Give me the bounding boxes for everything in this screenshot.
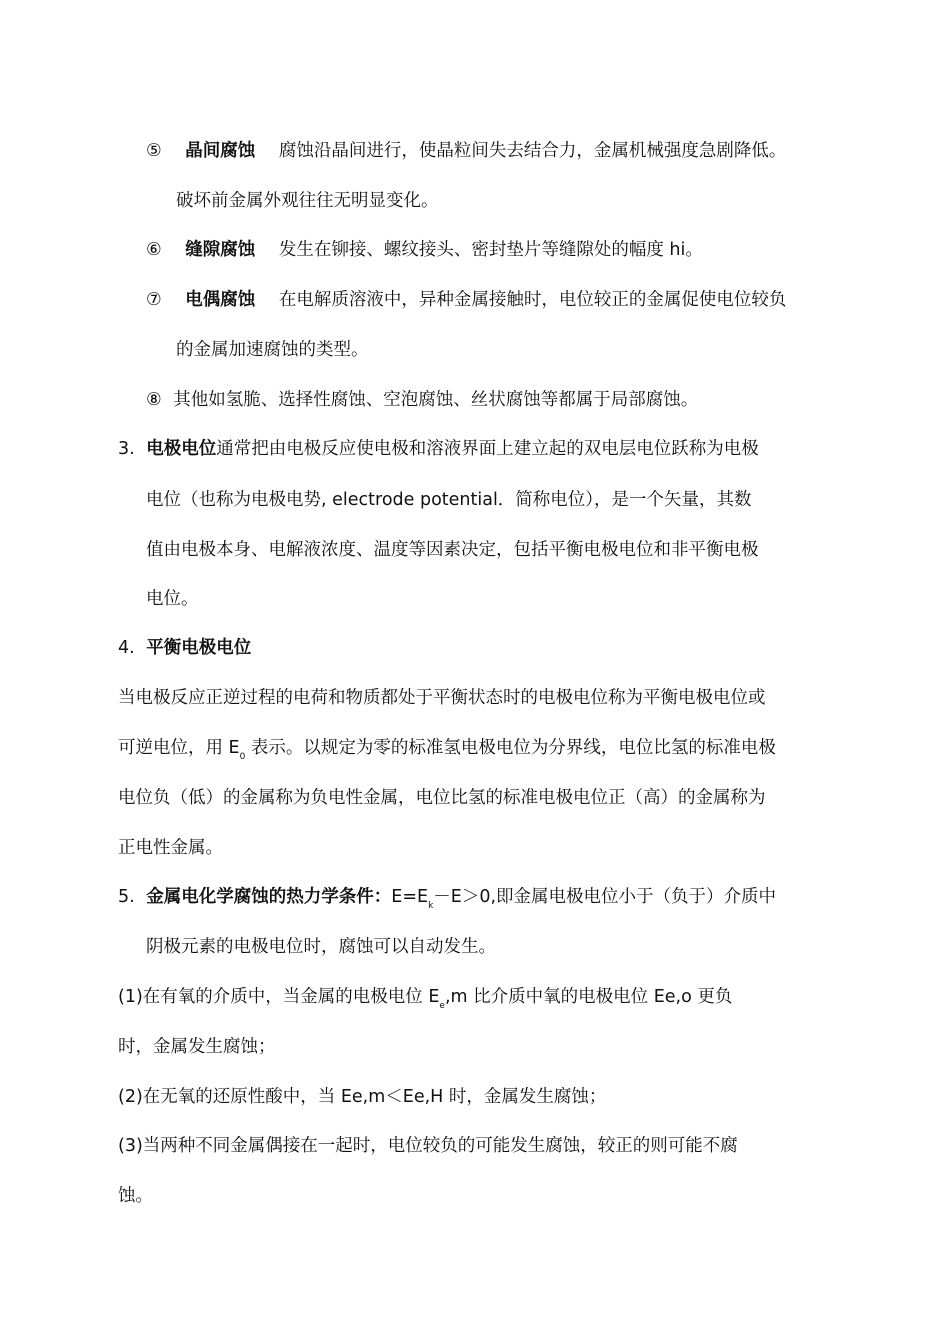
section-5-case-3-line-1 (118, 1134, 738, 1158)
section-4-para-line-1 (118, 686, 766, 710)
section-5-line-2 (146, 935, 496, 959)
item-5-line-1 (146, 139, 786, 163)
item-5-term: 晶间腐蚀 (185, 141, 256, 161)
section-5-formula-subscript: k (428, 901, 434, 911)
section-5-title: 金属电化学腐蚀的热力学条件： (146, 887, 392, 907)
item-5-text-2: 破坏前金属外观往往无明显变化。 (176, 191, 439, 211)
section-5-c2: (2)在无氧的还原性酸中，当 Ee,m＜Ee,H 时，金属发生腐蚀； (118, 1087, 607, 1107)
section-4-p4: 正电性金属。 (118, 838, 223, 858)
section-4-para-line-4 (118, 836, 223, 860)
section-3-text-4: 电位。 (146, 589, 199, 609)
section-5-case-3-line-2 (118, 1184, 153, 1208)
section-4-heading (118, 636, 251, 660)
section-4-number: 4. (118, 638, 135, 658)
section-5-c1-subscript: e (439, 1001, 445, 1011)
item-6-term: 缝隙腐蚀 (185, 240, 256, 260)
item-6-line-1 (146, 238, 703, 262)
section-3-text-2: 电位（也称为电极电势, electrode potential．简称电位），是一个矢量，其数 (146, 490, 752, 510)
section-4-para-line-3 (118, 786, 766, 810)
section-3-number: 3. (118, 439, 135, 459)
section-4-para-line-2 (118, 736, 776, 769)
section-4-p1: 当电极反应正逆过程的电荷和物质都处于平衡状态时的电极电位称为平衡电极电位或 (118, 688, 766, 708)
section-4-p3: 电位负（低）的金属称为负电性金属，电位比氢的标准电极电位正（高）的金属称为 (118, 788, 766, 808)
section-5-case-1-line-1 (118, 985, 732, 1018)
section-5-formula-2: －E＞0, (433, 887, 497, 907)
section-5-c1c: 时，金属发生腐蚀； (118, 1037, 276, 1057)
section-5-c3b: 蚀。 (118, 1186, 153, 1206)
section-4-title: 平衡电极电位 (146, 638, 252, 658)
section-3-line-4 (146, 587, 199, 611)
section-5-text-1: 即金属电极电位小于（负于）介质中 (496, 887, 777, 907)
section-5-c3a: (3)当两种不同金属偶接在一起时，电位较负的可能发生腐蚀，较正的则可能不腐 (118, 1136, 738, 1156)
section-5-line-1 (118, 885, 776, 918)
section-5-text-2: 阴极元素的电极电位时，腐蚀可以自动发生。 (146, 937, 496, 957)
item-7-line-1 (146, 288, 786, 312)
section-5-number: 5. (118, 887, 135, 907)
item-7-marker: ⑦ (146, 290, 162, 310)
item-6-marker: ⑥ (146, 240, 162, 260)
section-3-term: 电极电位 (146, 439, 217, 459)
section-4-p2b: 表示。以规定为零的标准氢电极电位为分界线，电位比氢的标准电极 (245, 738, 776, 758)
item-5-marker: ⑤ (146, 141, 162, 161)
section-4-p2a: 可逆电位，用 E (118, 738, 240, 758)
section-5-formula-1: E=E (391, 887, 429, 907)
section-3-line-3 (146, 538, 759, 562)
section-5-case-2 (118, 1085, 606, 1109)
item-7-term: 电偶腐蚀 (185, 290, 256, 310)
section-3-text-1: 通常把由电极反应使电极和溶液界面上建立起的双电层电位跃称为电极 (216, 439, 759, 459)
item-7-text-2: 的金属加速腐蚀的类型。 (176, 340, 369, 360)
section-5-case-1-line-2 (118, 1035, 276, 1059)
item-8-text-1: 其他如氢脆、选择性腐蚀、空泡腐蚀、丝状腐蚀等都属于局部腐蚀。 (173, 390, 699, 410)
item-5-text-1: 腐蚀沿晶间进行，使晶粒间失去结合力，金属机械强度急剧降低。 (278, 141, 787, 161)
section-5-c1a: (1)在有氧的介质中，当金属的电极电位 E (118, 987, 440, 1007)
item-7-text-1: 在电解质溶液中，异种金属接触时，电位较正的金属促使电位较负 (278, 290, 787, 310)
item-6-text-1: 发生在铆接、螺纹接头、密封垫片等缝隙处的幅度 hi。 (278, 240, 703, 260)
section-3-line-2 (146, 488, 752, 512)
section-3-line-1 (118, 437, 759, 461)
item-7-line-2 (176, 338, 369, 362)
section-3-text-3: 值由电极本身、电解液浓度、温度等因素决定，包括平衡电极电位和非平衡电极 (146, 540, 759, 560)
section-4-p2-subscript: 0 (239, 752, 246, 762)
item-8-marker: ⑧ (146, 390, 162, 410)
item-8-line-1 (146, 388, 698, 412)
section-5-c1b: ,m 比介质中氧的电极电位 Ee,o 更负 (444, 987, 733, 1007)
item-5-line-2 (176, 189, 439, 213)
